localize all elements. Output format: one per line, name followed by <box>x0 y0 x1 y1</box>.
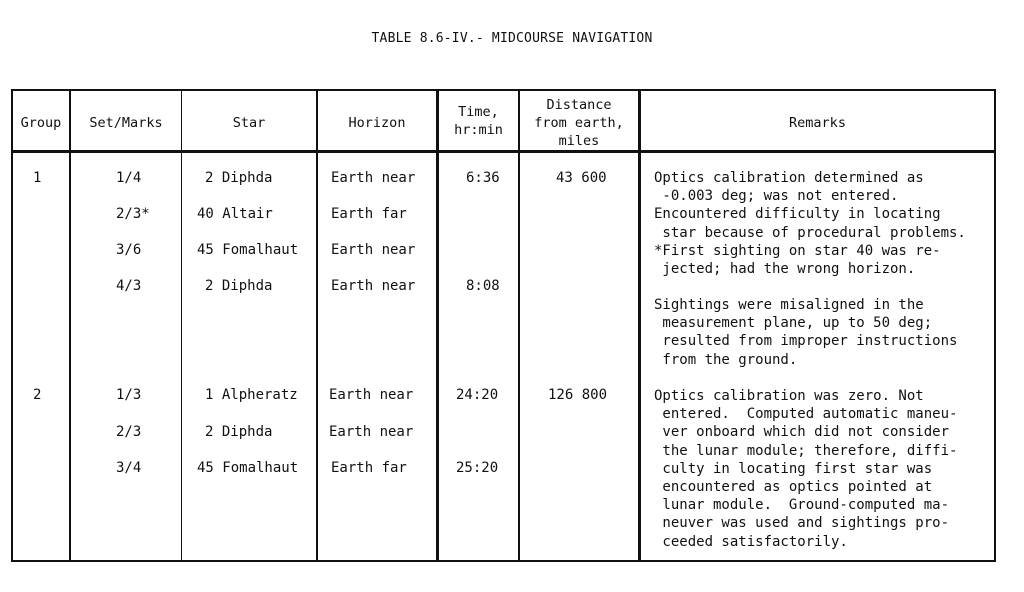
column-rule-distance <box>638 89 641 562</box>
table-row-g1-r2-set-marks: 2/3* <box>116 206 150 222</box>
table-row-g2-r2-set-marks: 2/3 <box>116 424 142 440</box>
header-divider <box>11 150 996 153</box>
column-rule-star <box>316 89 318 562</box>
table-row-g2-r1-time: 24:20 <box>456 387 499 403</box>
table-row-g2-r1-horizon: Earth near <box>329 387 414 403</box>
table-title: TABLE 8.6-IV.- MIDCOURSE NAVIGATION <box>371 31 653 46</box>
table-row-g1-r4-star: 2 Diphda <box>205 278 273 294</box>
table-bottom-border <box>11 560 996 562</box>
table-row-g1-r1-star: 2 Diphda <box>205 170 273 186</box>
header-set-marks: Set/Marks <box>89 115 163 131</box>
table-row-g1-r3-star: 45 Fomalhaut <box>197 242 299 258</box>
table-top-border <box>11 89 996 91</box>
header-distance: Distance from earth, miles <box>534 97 624 149</box>
group-2-label: 2 <box>33 387 42 403</box>
group-1-label: 1 <box>33 170 42 186</box>
table-row-g2-r2-horizon: Earth near <box>329 424 414 440</box>
remarks-group-1-a: Optics calibration determined as -0.003 deg; was not entered. Encountered difficulty in locating star because of procedural problems. *First sighting on star 40 was re- jected; had the wrong horizon. <box>654 170 966 278</box>
header-group: Group <box>20 115 62 131</box>
header-star: Star <box>232 115 266 131</box>
table-row-g2-r3-star: 45 Fomalhaut <box>197 460 299 476</box>
remarks-group-2: Optics calibration was zero. Not entered. Computed automatic maneu- ver onboard which did not consider the lunar module; therefore, diffi- culty in locating first star was encountered as optics pointed at lunar module. Ground-computed ma- neuver was used and sightings pro- ceeded satisfactorily. <box>654 388 958 550</box>
column-rule-left <box>11 89 13 562</box>
table-row-g1-r1-distance: 43 600 <box>556 170 607 186</box>
column-rule-time <box>518 89 520 562</box>
column-rule-set-marks <box>181 89 182 562</box>
table-row-g2-r1-distance: 126 800 <box>548 387 608 403</box>
table-row-g2-r1-star: 1 Alpheratz <box>205 387 298 403</box>
table-row-g2-r3-set-marks: 3/4 <box>116 460 142 476</box>
table-row-g1-r3-horizon: Earth near <box>331 242 416 258</box>
table-row-g2-r1-set-marks: 1/3 <box>116 387 142 403</box>
header-remarks: Remarks <box>789 115 846 131</box>
column-rule-group <box>69 89 71 562</box>
table-row-g1-r4-set-marks: 4/3 <box>116 278 142 294</box>
table-row-g2-r3-time: 25:20 <box>456 460 499 476</box>
remarks-group-1-b: Sightings were misaligned in the measurement plane, up to 50 deg; resulted from improper instructions from the ground. <box>654 297 958 368</box>
column-rule-right <box>994 89 996 562</box>
table-row-g2-r2-star: 2 Diphda <box>205 424 273 440</box>
table-row-g1-r4-horizon: Earth near <box>331 278 416 294</box>
column-rule-horizon <box>436 89 439 562</box>
table-row-g2-r3-horizon: Earth far <box>331 460 407 476</box>
header-horizon: Horizon <box>348 115 406 131</box>
table-row-g1-r2-horizon: Earth far <box>331 206 407 222</box>
table-row-g1-r1-horizon: Earth near <box>331 170 416 186</box>
table-row-g1-r2-star: 40 Altair <box>197 206 273 222</box>
table-row-g1-r4-time: 8:08 <box>466 278 500 294</box>
table-row-g1-r1-set-marks: 1/4 <box>116 170 142 186</box>
header-time: Time, hr:min <box>454 104 503 138</box>
table-row-g1-r1-time: 6:36 <box>466 170 500 186</box>
table-row-g1-r3-set-marks: 3/6 <box>116 242 142 258</box>
